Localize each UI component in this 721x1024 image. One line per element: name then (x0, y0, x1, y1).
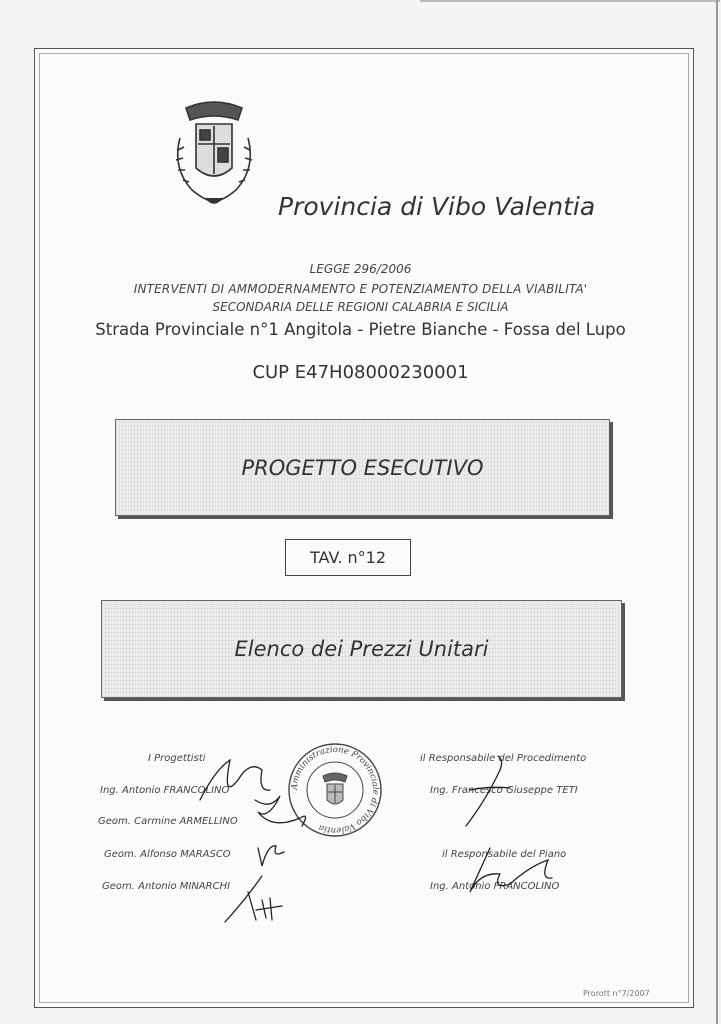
law-description-line1: INTERVENTI DI AMMODERNAMENTO E POTENZIAMENTO DELLA VIABILITA' (133, 282, 588, 296)
protocol-number: Prorott n°7/2007 (583, 989, 650, 998)
plan-manager-label: il Responsabile del Piano (442, 849, 567, 860)
procedure-manager-name: Ing. Francesco Giuseppe TETI (430, 785, 578, 796)
designer-name: Geom. Carmine ARMELLINO (98, 816, 238, 827)
plan-manager-name: Ing. Antonio FRANCOLINO (430, 881, 560, 892)
official-stamp-icon (285, 740, 385, 840)
project-phase-label: PROGETTO ESECUTIVO (241, 455, 484, 480)
law-description-line2: SECONDARIA DELLE REGIONI CALABRIA E SICILIA (212, 300, 509, 314)
designers-label: I Progettisti (148, 753, 206, 764)
stamp-text: Amministrazione Provinciale di Vibo Valentia (289, 744, 381, 836)
document-title: Elenco dei Prezzi Unitari (234, 637, 489, 661)
law-reference: LEGGE 296/2006 (309, 262, 412, 276)
document-title-box (101, 600, 622, 698)
road-title: Strada Provinciale n°1 Angitola - Pietre Bianche - Fossa del Lupo (95, 320, 626, 339)
designer-name: Ing. Antonio FRANCOLINO (100, 785, 230, 796)
table-number-box (285, 539, 411, 576)
table-number: TAV. n°12 (309, 548, 386, 567)
designer-name: Geom. Alfonso MARASCO (104, 849, 231, 860)
scan-edge-top (420, 0, 720, 2)
project-phase-box (115, 419, 610, 516)
province-title: Provincia di Vibo Valentia (278, 192, 596, 221)
procedure-manager-label: il Responsabile del Procedimento (420, 753, 587, 764)
cup-code: CUP E47H08000230001 (252, 362, 469, 383)
designer-name: Geom. Antonio MINARCHI (102, 881, 231, 892)
scan-edge-right (716, 0, 718, 1024)
province-emblem-icon (170, 98, 258, 210)
